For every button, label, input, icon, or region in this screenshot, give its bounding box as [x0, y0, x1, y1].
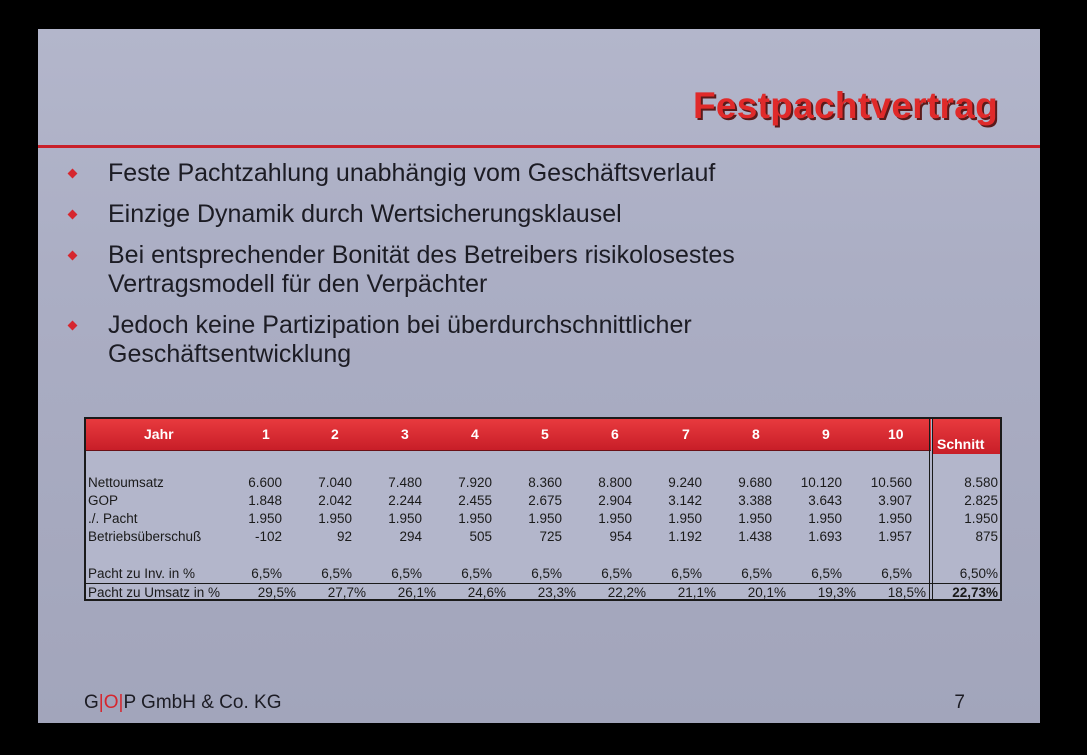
header-year: 9: [822, 426, 830, 442]
header-average-label: Schnitt: [937, 436, 985, 452]
table-cell: 1.848: [248, 493, 282, 508]
table-cell: 1.950: [808, 511, 842, 526]
table-cell: 7.480: [388, 475, 422, 490]
table-cell: 1.950: [318, 511, 352, 526]
table-cell: 10.120: [800, 475, 842, 490]
header-year: 2: [331, 426, 339, 442]
bullet-diamond-icon: [68, 251, 78, 261]
row-label: Nettoumsatz: [88, 475, 164, 490]
table-cell: 2.244: [388, 493, 422, 508]
table-cell: 6,5%: [391, 566, 422, 581]
table-cell: 92: [336, 529, 352, 544]
table-cell: 7.040: [318, 475, 352, 490]
table-row: [86, 528, 1000, 546]
logo-separator: |: [118, 692, 124, 713]
table-cell: 24,6%: [467, 585, 506, 600]
table-cell: 1.950: [528, 511, 562, 526]
table-cell: 1.950: [458, 511, 492, 526]
table-cell: 19,3%: [817, 585, 856, 600]
bullet-text: Bei entsprechender Bonität des Betreibers risikolosestes: [108, 241, 735, 269]
table-cell: 1.950: [878, 511, 912, 526]
title-divider: [38, 145, 1040, 148]
row-label: Pacht zu Inv. in %: [88, 566, 196, 581]
table-cell: 6,5%: [811, 566, 842, 581]
bullet-item: [66, 241, 826, 299]
bullet-diamond-icon: [68, 321, 78, 331]
table-cell: 8.360: [528, 475, 562, 490]
table-row: [86, 474, 1000, 492]
table-cell: 2.455: [458, 493, 492, 508]
bullet-item: [66, 311, 826, 369]
header-year: 7: [682, 426, 690, 442]
table-row: [86, 565, 1000, 583]
header-year: 3: [401, 426, 409, 442]
table-cell: 18,5%: [887, 585, 926, 600]
header-year: 5: [541, 426, 549, 442]
average-cell: 875: [975, 529, 998, 544]
company-footer: [84, 692, 281, 714]
logo-letter-o: O: [103, 692, 119, 713]
header-year: 4: [471, 426, 479, 442]
table-cell: 7.920: [458, 475, 492, 490]
table-cell: 6,5%: [321, 566, 352, 581]
table-cell: 3.643: [808, 493, 842, 508]
table-cell: 6,5%: [461, 566, 492, 581]
average-cell: 1.950: [964, 511, 998, 526]
table-row: [86, 492, 1000, 510]
table-cell: 1.950: [248, 511, 282, 526]
table-row: [86, 583, 1000, 602]
average-cell: 22,73%: [952, 585, 998, 600]
average-cell: 2.825: [964, 493, 998, 508]
bullet-text-continued: Geschäftsentwicklung: [108, 340, 352, 368]
table-cell: 27,7%: [327, 585, 366, 600]
header-year: 10: [888, 426, 904, 442]
row-label: GOP: [88, 493, 119, 508]
table-cell: 26,1%: [397, 585, 436, 600]
logo-letter-g: G: [84, 692, 99, 713]
table-cell: 1.950: [388, 511, 422, 526]
table-cell: 2.675: [528, 493, 562, 508]
table-cell: 10.560: [870, 475, 912, 490]
row-label: ./. Pacht: [88, 511, 138, 526]
table-cell: 8.800: [598, 475, 632, 490]
table-cell: 23,3%: [537, 585, 576, 600]
table-cell: 725: [539, 529, 562, 544]
table-cell: 3.388: [738, 493, 772, 508]
row-label: Pacht zu Umsatz in %: [88, 585, 221, 600]
lease-table: [84, 417, 1002, 601]
table-cell: 6,5%: [601, 566, 632, 581]
header-year-label: Jahr: [144, 426, 174, 442]
average-cell: 8.580: [964, 475, 998, 490]
table-cell: -102: [254, 529, 282, 544]
table-cell: 21,1%: [677, 585, 716, 600]
table-cell: 6,5%: [531, 566, 562, 581]
row-label: Betriebsüberschuß: [88, 529, 202, 544]
table-cell: 29,5%: [257, 585, 296, 600]
bullet-text: Feste Pachtzahlung unabhängig vom Geschäftsverlauf: [108, 159, 716, 187]
table-cell: 6,5%: [251, 566, 282, 581]
table-cell: 2.904: [598, 493, 632, 508]
table-cell: 6.600: [248, 475, 282, 490]
bullet-item: [66, 200, 826, 229]
table-cell: 505: [469, 529, 492, 544]
table-cell: 1.950: [668, 511, 702, 526]
average-cell: 6,50%: [959, 566, 998, 581]
table-cell: 6,5%: [741, 566, 772, 581]
table-cell: 1.950: [738, 511, 772, 526]
table-cell: 3.907: [878, 493, 912, 508]
header-year: 6: [611, 426, 619, 442]
bullet-text-continued: Vertragsmodell für den Verpächter: [108, 270, 488, 298]
table-cell: 6,5%: [671, 566, 702, 581]
bullet-diamond-icon: [68, 169, 78, 179]
table-cell: 20,1%: [747, 585, 786, 600]
table-cell: 1.693: [808, 529, 842, 544]
bullet-diamond-icon: [68, 210, 78, 220]
bullet-text: Jedoch keine Partizipation bei überdurchschnittlicher: [108, 311, 692, 339]
table-cell: 3.142: [668, 493, 702, 508]
table-cell: 2.042: [318, 493, 352, 508]
page-number: 7: [954, 692, 965, 713]
logo-separator: |: [98, 692, 104, 713]
table-cell: 1.950: [598, 511, 632, 526]
table-cell: 954: [609, 529, 632, 544]
table-header: [86, 419, 931, 451]
header-year: 1: [262, 426, 270, 442]
table-cell: 9.680: [738, 475, 772, 490]
table-cell: 1.438: [738, 529, 772, 544]
bullet-item: [66, 159, 826, 188]
slide-title: Festpachtvertrag: [692, 85, 998, 126]
bullet-list: [66, 159, 826, 381]
table-cell: 1.957: [878, 529, 912, 544]
bullet-text: Einzige Dynamik durch Wertsicherungsklausel: [108, 200, 622, 228]
table-row: [86, 510, 1000, 528]
table-cell: 9.240: [668, 475, 702, 490]
header-average: [933, 419, 1000, 454]
slide: [38, 29, 1040, 723]
header-year: 8: [752, 426, 760, 442]
table-cell: 1.192: [668, 529, 702, 544]
table-cell: 6,5%: [881, 566, 912, 581]
company-name: P GmbH & Co. KG: [123, 692, 282, 713]
table-cell: 22,2%: [607, 585, 646, 600]
table-cell: 294: [399, 529, 422, 544]
